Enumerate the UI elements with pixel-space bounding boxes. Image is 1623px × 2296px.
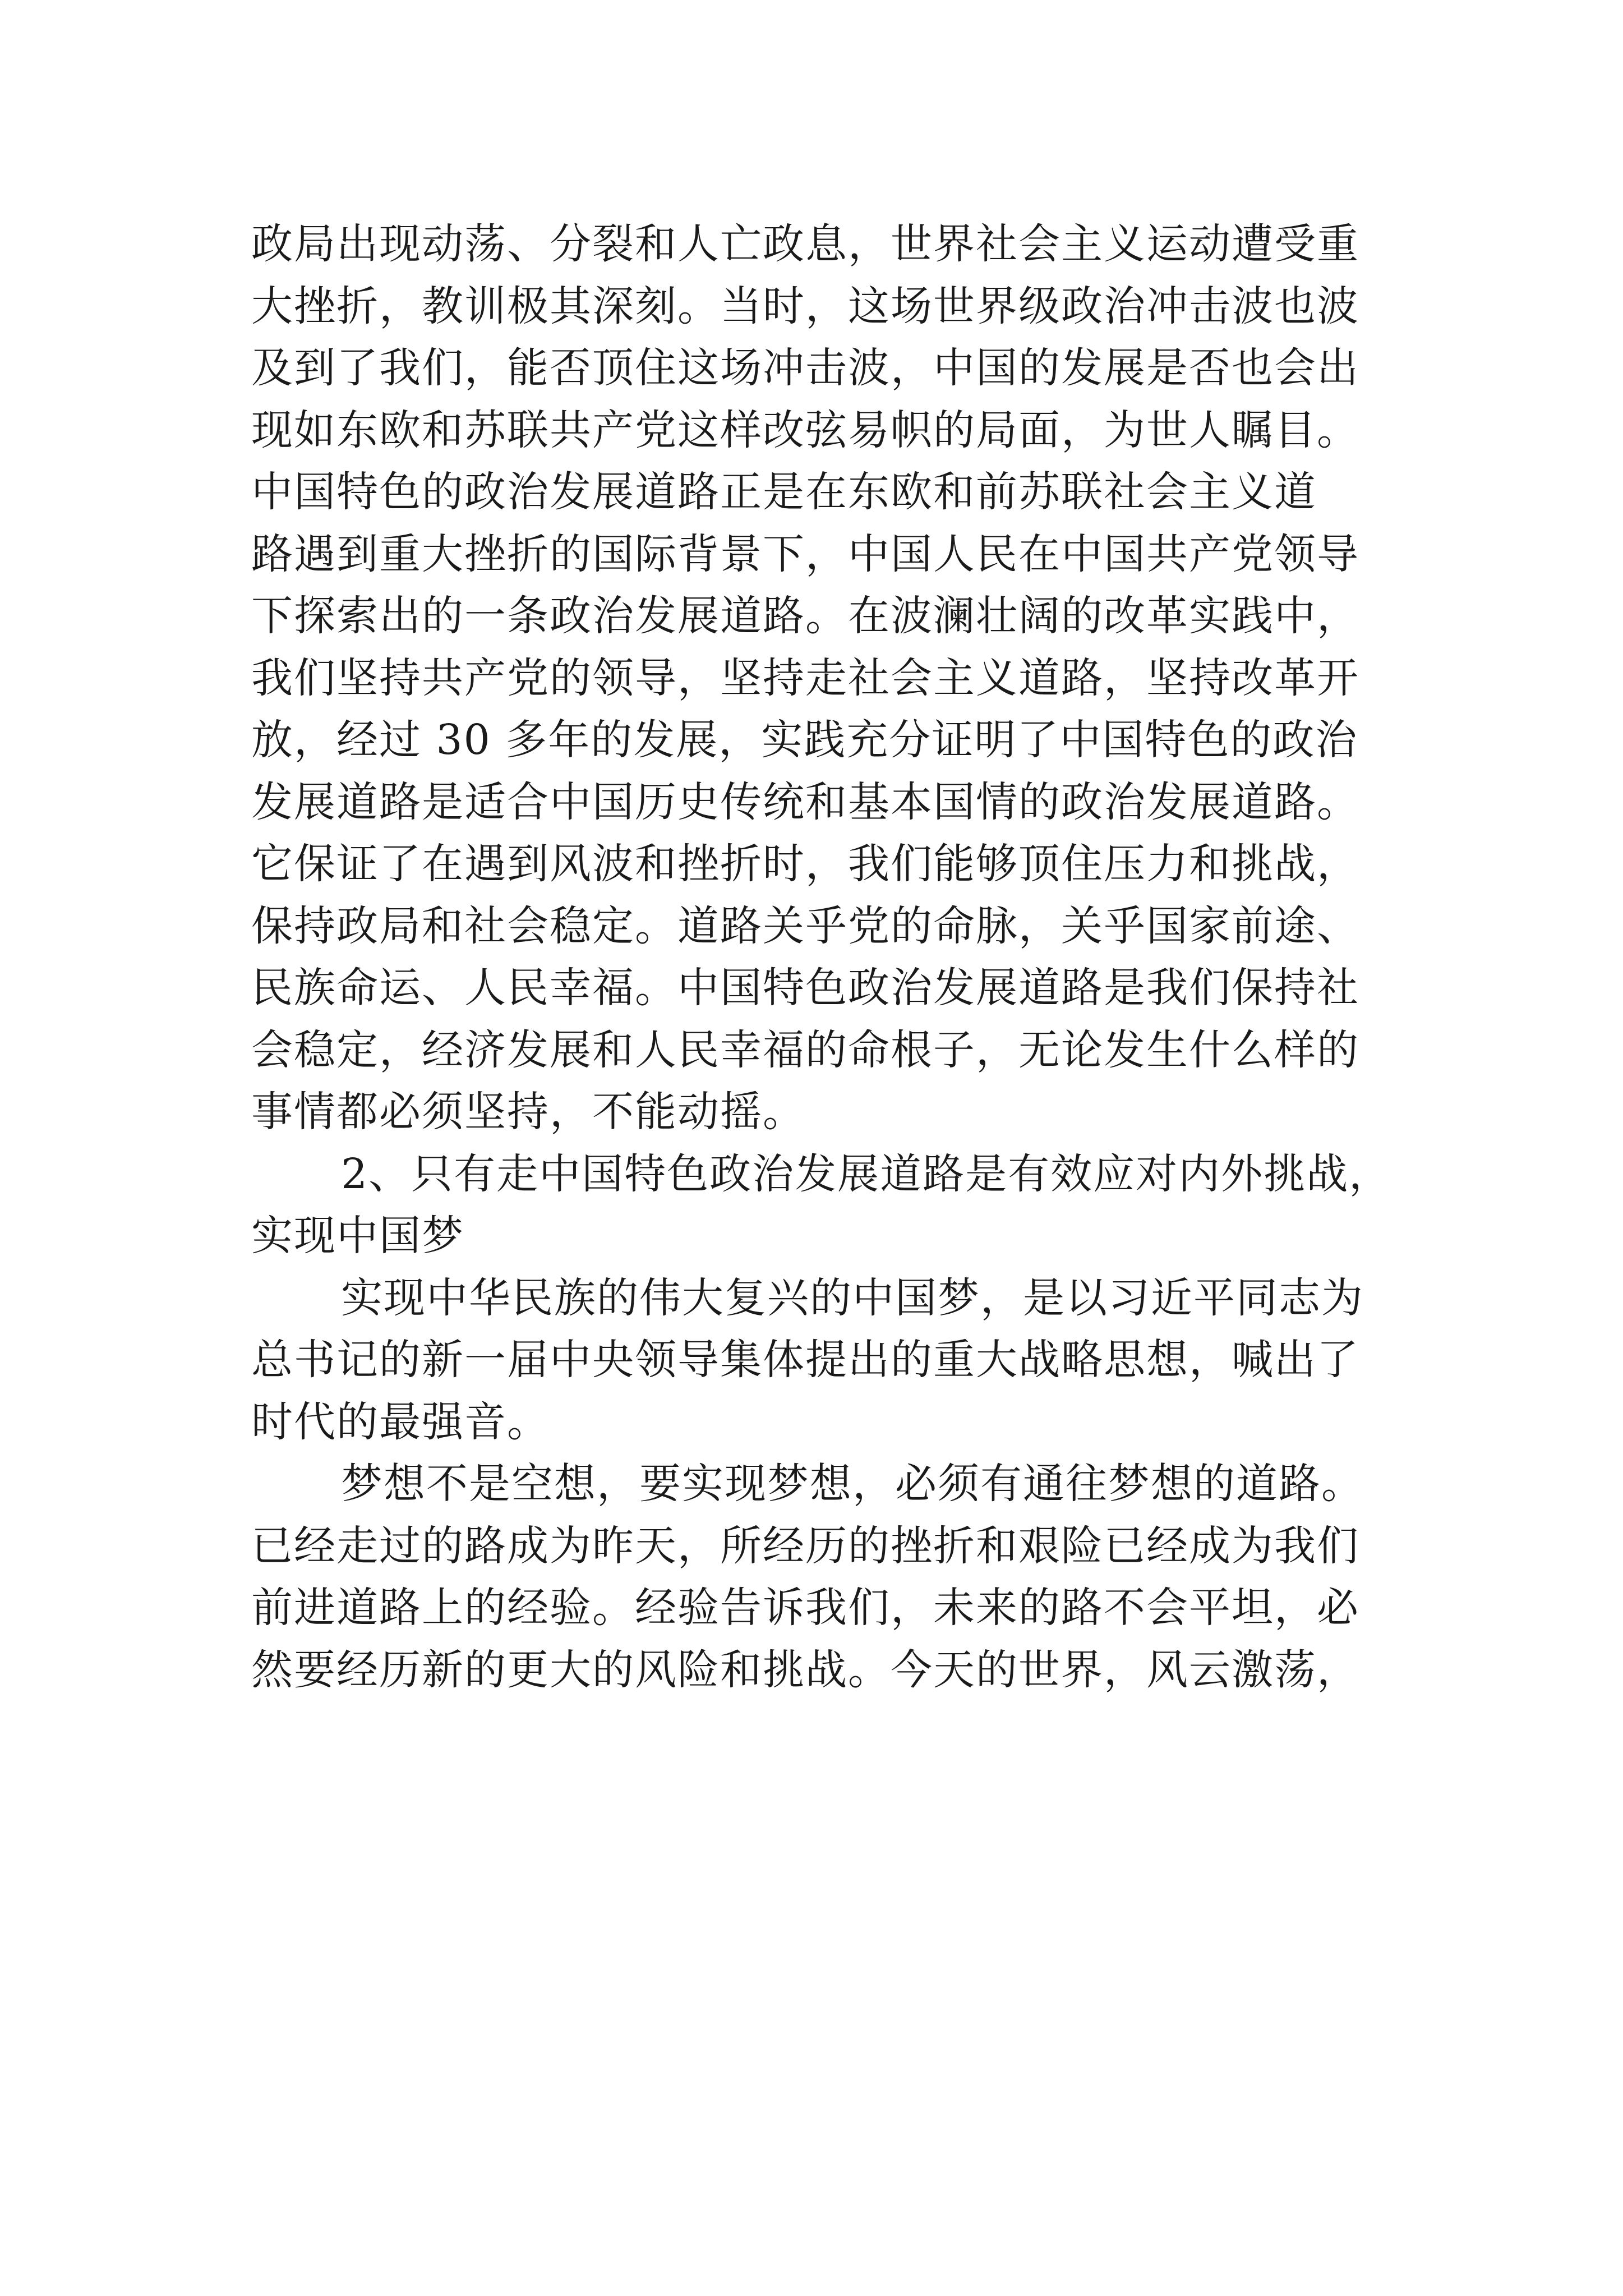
text-line: 我们坚持共产党的领导，坚持走社会主义道路，坚持改革开	[251, 654, 1359, 702]
text-line: 现如东欧和苏联共产党这样改弦易帜的局面，为世人瞩目。	[251, 406, 1359, 454]
text-line: 民族命运、人民幸福。中国特色政治发展道路是我们保持社	[251, 964, 1359, 1012]
text-line: 总书记的新一届中央领导集体提出的重大战略思想，喊出了	[251, 1336, 1359, 1384]
text-line: 发展道路是适合中国历史传统和基本国情的政治发展道路。	[251, 777, 1359, 826]
text-line: 事情都必须坚持，不能动摇。	[251, 1088, 805, 1136]
text-line: 前进道路上的经验。经验告诉我们，未来的路不会平坦，必	[251, 1584, 1359, 1632]
text-line: 下探索出的一条政治发展道路。在波澜壮阔的改革实践中，	[251, 592, 1359, 640]
section-heading-line: 实现中国梦	[251, 1212, 464, 1260]
paragraph-start-line: 梦想不是空想，要实现梦想，必须有通往梦想的道路。	[341, 1460, 1364, 1508]
text-line: 大挫折，教训极其深刻。当时，这场世界级政治冲击波也波	[251, 282, 1359, 330]
section-heading-line: 2、只有走中国特色政治发展道路是有效应对内外挑战，	[341, 1149, 1392, 1198]
text-line: 及到了我们，能否顶住这场冲击波，中国的发展是否也会出	[251, 344, 1359, 392]
text-line: 然要经历新的更大的风险和挑战。今天的世界，风云激荡，	[251, 1645, 1359, 1694]
body-text	[251, 213, 1392, 1701]
text-line: 路遇到重大挫折的国际背景下，中国人民在中国共产党领导	[251, 530, 1359, 578]
text-line: 它保证了在遇到风波和挫折时，我们能够顶住压力和挑战，	[251, 840, 1359, 888]
text-line: 时代的最强音。	[251, 1397, 550, 1446]
paragraph-start-line: 实现中华民族的伟大复兴的中国梦，是以习近平同志为	[341, 1273, 1364, 1322]
text-line: 政局出现动荡、分裂和人亡政息，世界社会主义运动遭受重	[251, 220, 1359, 268]
text-line: 放，经过 30 多年的发展，实践充分证明了中国特色的政治	[251, 716, 1358, 764]
text-line: 保持政局和社会稳定。道路关乎党的命脉，关乎国家前途、	[251, 901, 1359, 950]
text-line: 会稳定，经济发展和人民幸福的命根子，无论发生什么样的	[251, 1025, 1359, 1074]
text-line: 已经走过的路成为昨天，所经历的挫折和艰险已经成为我们	[251, 1521, 1359, 1570]
text-line: 中国特色的政治发展道路正是在东欧和前苏联社会主义道	[251, 468, 1317, 516]
